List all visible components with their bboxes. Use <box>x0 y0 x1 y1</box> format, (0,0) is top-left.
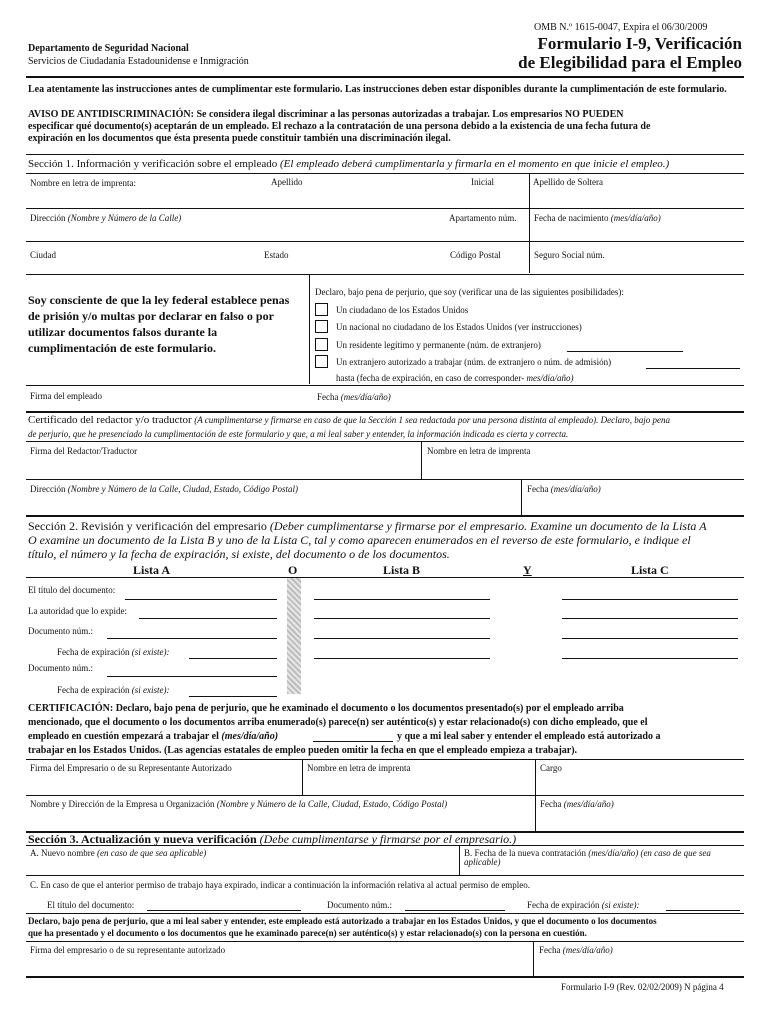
noncitizen-national-label: Un nacional no ciudadano de los Estados Unidos (ver instrucciones) <box>336 322 582 332</box>
list-c-expiration-field[interactable] <box>562 658 738 659</box>
preparer-date-col-rule <box>521 479 522 515</box>
or-heading: O <box>288 563 298 577</box>
certification-l3a-text: empleado en cuestión empezará a trabajar el <box>28 731 219 742</box>
expiration-label-2 <box>57 685 169 695</box>
employer-date-note: (mes/día/año) <box>563 799 614 809</box>
certification-l3a <box>28 731 278 743</box>
permanent-resident-checkbox[interactable] <box>315 338 328 351</box>
list-c-heading: Lista C <box>631 563 669 577</box>
section3-title <box>28 832 516 846</box>
reverification-instruction: C. En caso de que el anterior permiso de trabajo haya expirado, indicar a continuación la información relativa al actual permiso de empleo. <box>30 880 531 890</box>
penalty-warning-l2: de prisión y/o multas por declarar en falso o por <box>28 309 274 323</box>
rehire-date-label <box>464 848 711 858</box>
doc-title-label: El título del documento: <box>28 585 116 595</box>
employer-name-label: Nombre en letra de imprenta <box>307 763 411 773</box>
list-a-expiration-field[interactable] <box>189 658 277 659</box>
dob-field[interactable] <box>531 224 743 240</box>
address-label-note: (Nombre y Número de la Calle) <box>67 213 182 223</box>
employee-date-note: (mes/día/año) <box>340 392 391 402</box>
expiration-until-label <box>336 373 573 383</box>
s3-expiration-label <box>527 900 639 910</box>
preparer-title <box>28 414 744 427</box>
section1-title <box>28 158 669 171</box>
list-c-authority-field[interactable] <box>562 618 738 619</box>
expiration-label-2-text: Fecha de expiración <box>57 685 130 695</box>
list-a-doc-title-field[interactable] <box>125 599 277 600</box>
s3-doc-number-field[interactable] <box>405 910 505 911</box>
and-heading: Y <box>523 563 532 577</box>
list-b-authority-field[interactable] <box>314 618 490 619</box>
employer-date-text: Fecha <box>540 799 562 809</box>
admission-number-field[interactable] <box>646 368 740 369</box>
s1-bottom-rule <box>26 411 744 413</box>
certification-l3a-note: (mes/día/año) <box>221 731 279 742</box>
s3-date-field[interactable] <box>535 956 743 975</box>
maiden-name-field[interactable] <box>531 189 743 207</box>
new-name-field[interactable] <box>27 860 457 874</box>
attestation-statement: Declaro, bajo pena de perjurio, que soy (verificar una de las siguientes posibilidades): <box>315 287 624 297</box>
address-label <box>30 213 181 223</box>
expiration-until-note: mes/día/año) <box>526 373 574 383</box>
certification-l2: mencionado, que el documento o los documentos arriba enumerado(s) parece(n) ser auténtico(s) y estar relacionado(s) con dicho empleado, que el <box>28 717 648 728</box>
zip-label: Código Postal <box>450 250 501 260</box>
s1-top-rule <box>26 154 744 155</box>
city-label: Ciudad <box>30 250 56 260</box>
section2-title-text: Sección 2. Revisión y verificación del empresario <box>28 519 267 533</box>
department-name: Departamento de Seguridad Nacional <box>28 43 189 54</box>
s3-title-rule <box>26 845 744 846</box>
antidiscrimination-line3: expiración en los documentos que ésta presenta puede constituir también una discriminación ilegal. <box>28 133 451 144</box>
print-name-label: Nombre en letra de imprenta: <box>30 178 136 188</box>
preparer-title-text: Certificado del redactor y/o traductor <box>28 414 192 426</box>
ssn-label: Seguro Social núm. <box>534 250 605 260</box>
s1-row1-rule <box>26 208 744 209</box>
instructions-notice: Lea atentamente las instrucciones antes de cumplimentar este formulario. Las instrucciones deben estar disponibles durante la cumplimentación de este formulario. <box>28 84 727 95</box>
employee-signature-label: Firma del empleado <box>30 391 102 401</box>
dob-label-note: (mes/día/año) <box>610 213 661 223</box>
preparer-signature-field[interactable] <box>27 458 419 478</box>
s3-sig-col-rule <box>533 941 534 976</box>
city-state-zip-field[interactable] <box>27 260 527 273</box>
list-b-doc-number-field[interactable] <box>314 638 490 639</box>
s3-date-note: (mes/día/año) <box>562 945 613 955</box>
section2-title-note: (Deber cumplimentarse y firmarse por el empresario. Examine un documento de la Lista A <box>269 519 707 533</box>
alien-number-field[interactable] <box>567 351 683 352</box>
address-label-text: Dirección <box>30 213 66 223</box>
expiration-label-text: Fecha de expiración <box>57 647 130 657</box>
s3-doc-title-label: El título del documento: <box>47 900 135 910</box>
employer-date-field[interactable] <box>537 810 743 830</box>
list-separator-shading <box>287 578 301 694</box>
attestation-divider <box>309 274 310 384</box>
doc-number-label-2: Documento núm.: <box>28 663 93 673</box>
list-c-doc-number-field[interactable] <box>562 638 738 639</box>
preparer-date-label <box>527 484 601 494</box>
initial-label: Inicial <box>471 177 494 187</box>
last-name-label: Apellido <box>271 177 303 187</box>
preparer-date-field[interactable] <box>523 496 743 514</box>
ssn-field[interactable] <box>531 260 743 273</box>
employer-title-label: Cargo <box>540 763 562 773</box>
rehire-date-note2: aplicable) <box>464 857 501 867</box>
employer-rule2 <box>26 795 744 796</box>
list-a-expiration-field-2[interactable] <box>189 696 277 697</box>
penalty-warning-l1: Soy consciente de que la ley federal establece penas <box>28 293 290 307</box>
preparer-name-label: Nombre en letra de imprenta <box>427 446 531 456</box>
s1-row3-rule <box>26 274 744 275</box>
dob-label-text: Fecha de nacimiento <box>534 213 609 223</box>
preparer-rule1 <box>26 441 744 442</box>
section1-title-text: Sección 1. Información y verificación sobre el empleado <box>28 158 278 170</box>
rehire-date-text: B. Fecha de la nueva contratación <box>464 848 586 858</box>
section3-title-text: Sección 3. Actualización y nueva verificación <box>28 832 257 846</box>
preparer-address-label <box>30 484 298 494</box>
rehire-date-note: (mes/día/año) (en caso de que sea <box>588 848 711 858</box>
header-rule <box>26 76 744 78</box>
new-name-note: (en caso de que sea aplicable) <box>97 848 207 858</box>
list-a-doc-number-field-2[interactable] <box>107 676 277 677</box>
apartment-label: Apartamento núm. <box>449 213 517 223</box>
penalty-warning-l4: cumplimentación de este formulario. <box>28 341 216 355</box>
s3-bottom-rule <box>26 976 744 978</box>
citizen-checkbox[interactable] <box>315 303 328 316</box>
rehire-date-field[interactable] <box>461 868 743 874</box>
s3-rule2 <box>26 913 744 914</box>
list-b-expiration-field[interactable] <box>314 658 490 659</box>
permanent-resident-label: Un residente legítimo y permanente (núm. de extranjero) <box>336 340 541 350</box>
expiration-label-2-note: (si existe): <box>131 685 170 695</box>
s3-rule1 <box>26 875 744 876</box>
authorized-alien-label: Un extranjero autorizado a trabajar (núm. de extranjero o núm. de admisión) <box>336 357 612 367</box>
preparer-rule2 <box>26 479 744 480</box>
preparer-name-field[interactable] <box>423 458 743 478</box>
business-address-label <box>30 799 447 809</box>
s3-expiration-field[interactable] <box>666 910 740 911</box>
start-date-field[interactable] <box>313 741 393 742</box>
s1-row2-rule <box>26 241 744 242</box>
section1-title-note: (El empleado deberá cumplimentarla y firmarla en el momento en que inicie el empleo.) <box>280 158 670 170</box>
business-address-field[interactable] <box>27 810 533 830</box>
list-heading-rule <box>26 577 744 578</box>
s3-rule3 <box>26 941 744 942</box>
section2-title <box>28 519 744 533</box>
antidiscrimination-line1: AVISO DE ANTIDISCRIMINACIÓN: Se considera ilegal discriminar a las personas autorizadas a trabajar. Los empresarios NO PUEDEN <box>28 109 624 120</box>
s3-signature-label: Firma del empresario o de su representante autorizado <box>30 945 226 955</box>
s3-date-text: Fecha <box>539 945 561 955</box>
business-address-text: Nombre y Dirección de la Empresa u Organización <box>30 799 215 809</box>
preparer-statement-l2: de perjurio, que he presenciado la cumplimentación de este formulario y que, a mi leal saber y entender, la información indicada es cierta y correcta. <box>28 429 569 439</box>
employer-signature-label: Firma del Empresario o de su Representante Autorizado <box>30 763 232 773</box>
list-c-doc-title-field[interactable] <box>562 599 738 600</box>
section3-title-note: (Debe cumplimentarse y firmarse por el empresario.) <box>259 832 517 846</box>
preparer-bottom-rule <box>26 515 744 517</box>
s3-declaration-l2: que ha presentado y el documento o los documentos que he examinado parece(n) ser auténtico(s) y estar relacionado(s) con la persona en cuestión. <box>28 928 587 938</box>
new-name-text: A. Nuevo nombre <box>30 848 95 858</box>
agency-name: Servicios de Ciudadanía Estadounidense e Inmigración <box>28 56 249 67</box>
certification-l3b: y que a mi leal saber y entender el empleado está autorizado a <box>397 731 661 742</box>
employee-name-field[interactable] <box>27 189 527 207</box>
dob-label <box>534 213 661 223</box>
section2-note-l3: título, el número y la fecha de expiración, si existe, del documento o de los documentos. <box>28 547 450 561</box>
certification-l1: CERTIFICACIÓN: Declaro, bajo pena de perjurio, que he examinado el documento o los documentos presentado(s) por el empleado arriba <box>28 703 624 714</box>
s3-date-label <box>539 945 613 955</box>
doc-number-label: Documento núm.: <box>28 626 93 636</box>
penalty-warning-l3: utilizar documentos falsos durante la <box>28 325 218 339</box>
list-b-heading: Lista B <box>383 563 421 577</box>
omb-number: OMB N.º 1615-0047, Expira el 06/30/2009 <box>534 22 708 33</box>
employer-col-rule1 <box>302 759 303 795</box>
preparer-col-rule <box>421 441 422 479</box>
s1-row4-rule <box>26 385 744 386</box>
certification-l4: trabajar en los Estados Unidos. (Las agencias estatales de empleo pueden omitir la fecha en que el empleado empieza a trabajar). <box>28 745 578 756</box>
preparer-address-field[interactable] <box>27 496 519 514</box>
list-a-authority-field[interactable] <box>139 618 277 619</box>
list-a-doc-number-field[interactable] <box>107 638 277 639</box>
s1-title-rule <box>26 173 744 174</box>
s3-doc-title-field[interactable] <box>147 910 301 911</box>
antidiscrimination-line2: especificar qué documento(s) aceptarán de un empleado. El rechazo a la contratación de una persona debido a la existencia de una fecha futura de <box>28 121 651 132</box>
expiration-until-text: hasta (fecha de expiración, en caso de corresponder- <box>336 373 525 383</box>
business-address-note: (Nombre y Número de la Calle, Ciudad, Estado, Código Postal) <box>216 799 448 809</box>
section2-note-l2: O examine un documento de la Lista B y uno de la Lista C, tal y como aparecen enumerados en el reverso de este formulario, e indique el <box>28 533 691 547</box>
expiration-label-note: (si existe): <box>131 647 170 657</box>
expiration-label <box>57 647 169 657</box>
noncitizen-national-checkbox[interactable] <box>315 320 328 333</box>
employer-signature-field[interactable] <box>27 774 300 794</box>
s3-signature-field[interactable] <box>27 956 531 975</box>
employer-rule1 <box>26 759 744 760</box>
new-name-label <box>30 848 206 858</box>
employee-date-text: Fecha <box>317 392 339 402</box>
citizen-label: Un ciudadano de los Estados Unidos <box>336 305 469 315</box>
preparer-date-note: (mes/día/año) <box>550 484 601 494</box>
address-field[interactable] <box>27 224 527 240</box>
form-title-line1: Formulario I-9, Verificación <box>537 34 742 53</box>
preparer-statement-l1: (A cumplimentarse y firmarse en caso de que la Sección 1 sea redactada por una persona distinta al empleado). Declaro, bajo pena <box>194 415 671 425</box>
s3-expiration-text: Fecha de expiración <box>527 900 600 910</box>
employer-name-field[interactable] <box>304 774 533 794</box>
maiden-name-label: Apellido de Soltera <box>533 177 603 187</box>
employer-date-label <box>540 799 614 809</box>
s3-declaration-l1: Declaro, bajo pena de perjurio, que a mi leal saber y entender, este empleado está autorizado a trabajar en los Estados Unidos, y que el documento o los documentos <box>28 916 657 926</box>
preparer-date-text: Fecha <box>527 484 549 494</box>
page-footer: Formulario I-9 (Rev. 02/02/2009) N página 4 <box>561 982 724 992</box>
employee-signature-field[interactable] <box>27 401 743 410</box>
s3-doc-number-label: Documento núm.: <box>327 900 392 910</box>
form-title-line2: de Elegibilidad para el Empleo <box>518 53 742 72</box>
preparer-address-note: (Nombre y Número de la Calle, Ciudad, Estado, Código Postal) <box>67 484 299 494</box>
issuing-authority-label: La autoridad que lo expide: <box>28 606 127 616</box>
list-a-heading: Lista A <box>133 563 171 577</box>
preparer-address-text: Dirección <box>30 484 66 494</box>
s3-col-rule <box>459 845 460 875</box>
s1-right-column-rule <box>529 173 530 273</box>
state-label: Estado <box>264 250 289 260</box>
list-b-doc-title-field[interactable] <box>314 599 490 600</box>
preparer-signature-label: Firma del Redactor/Traductor <box>30 446 138 456</box>
employer-title-field[interactable] <box>537 774 743 794</box>
authorized-alien-checkbox[interactable] <box>315 355 328 368</box>
s3-expiration-note: (si existe): <box>601 900 640 910</box>
